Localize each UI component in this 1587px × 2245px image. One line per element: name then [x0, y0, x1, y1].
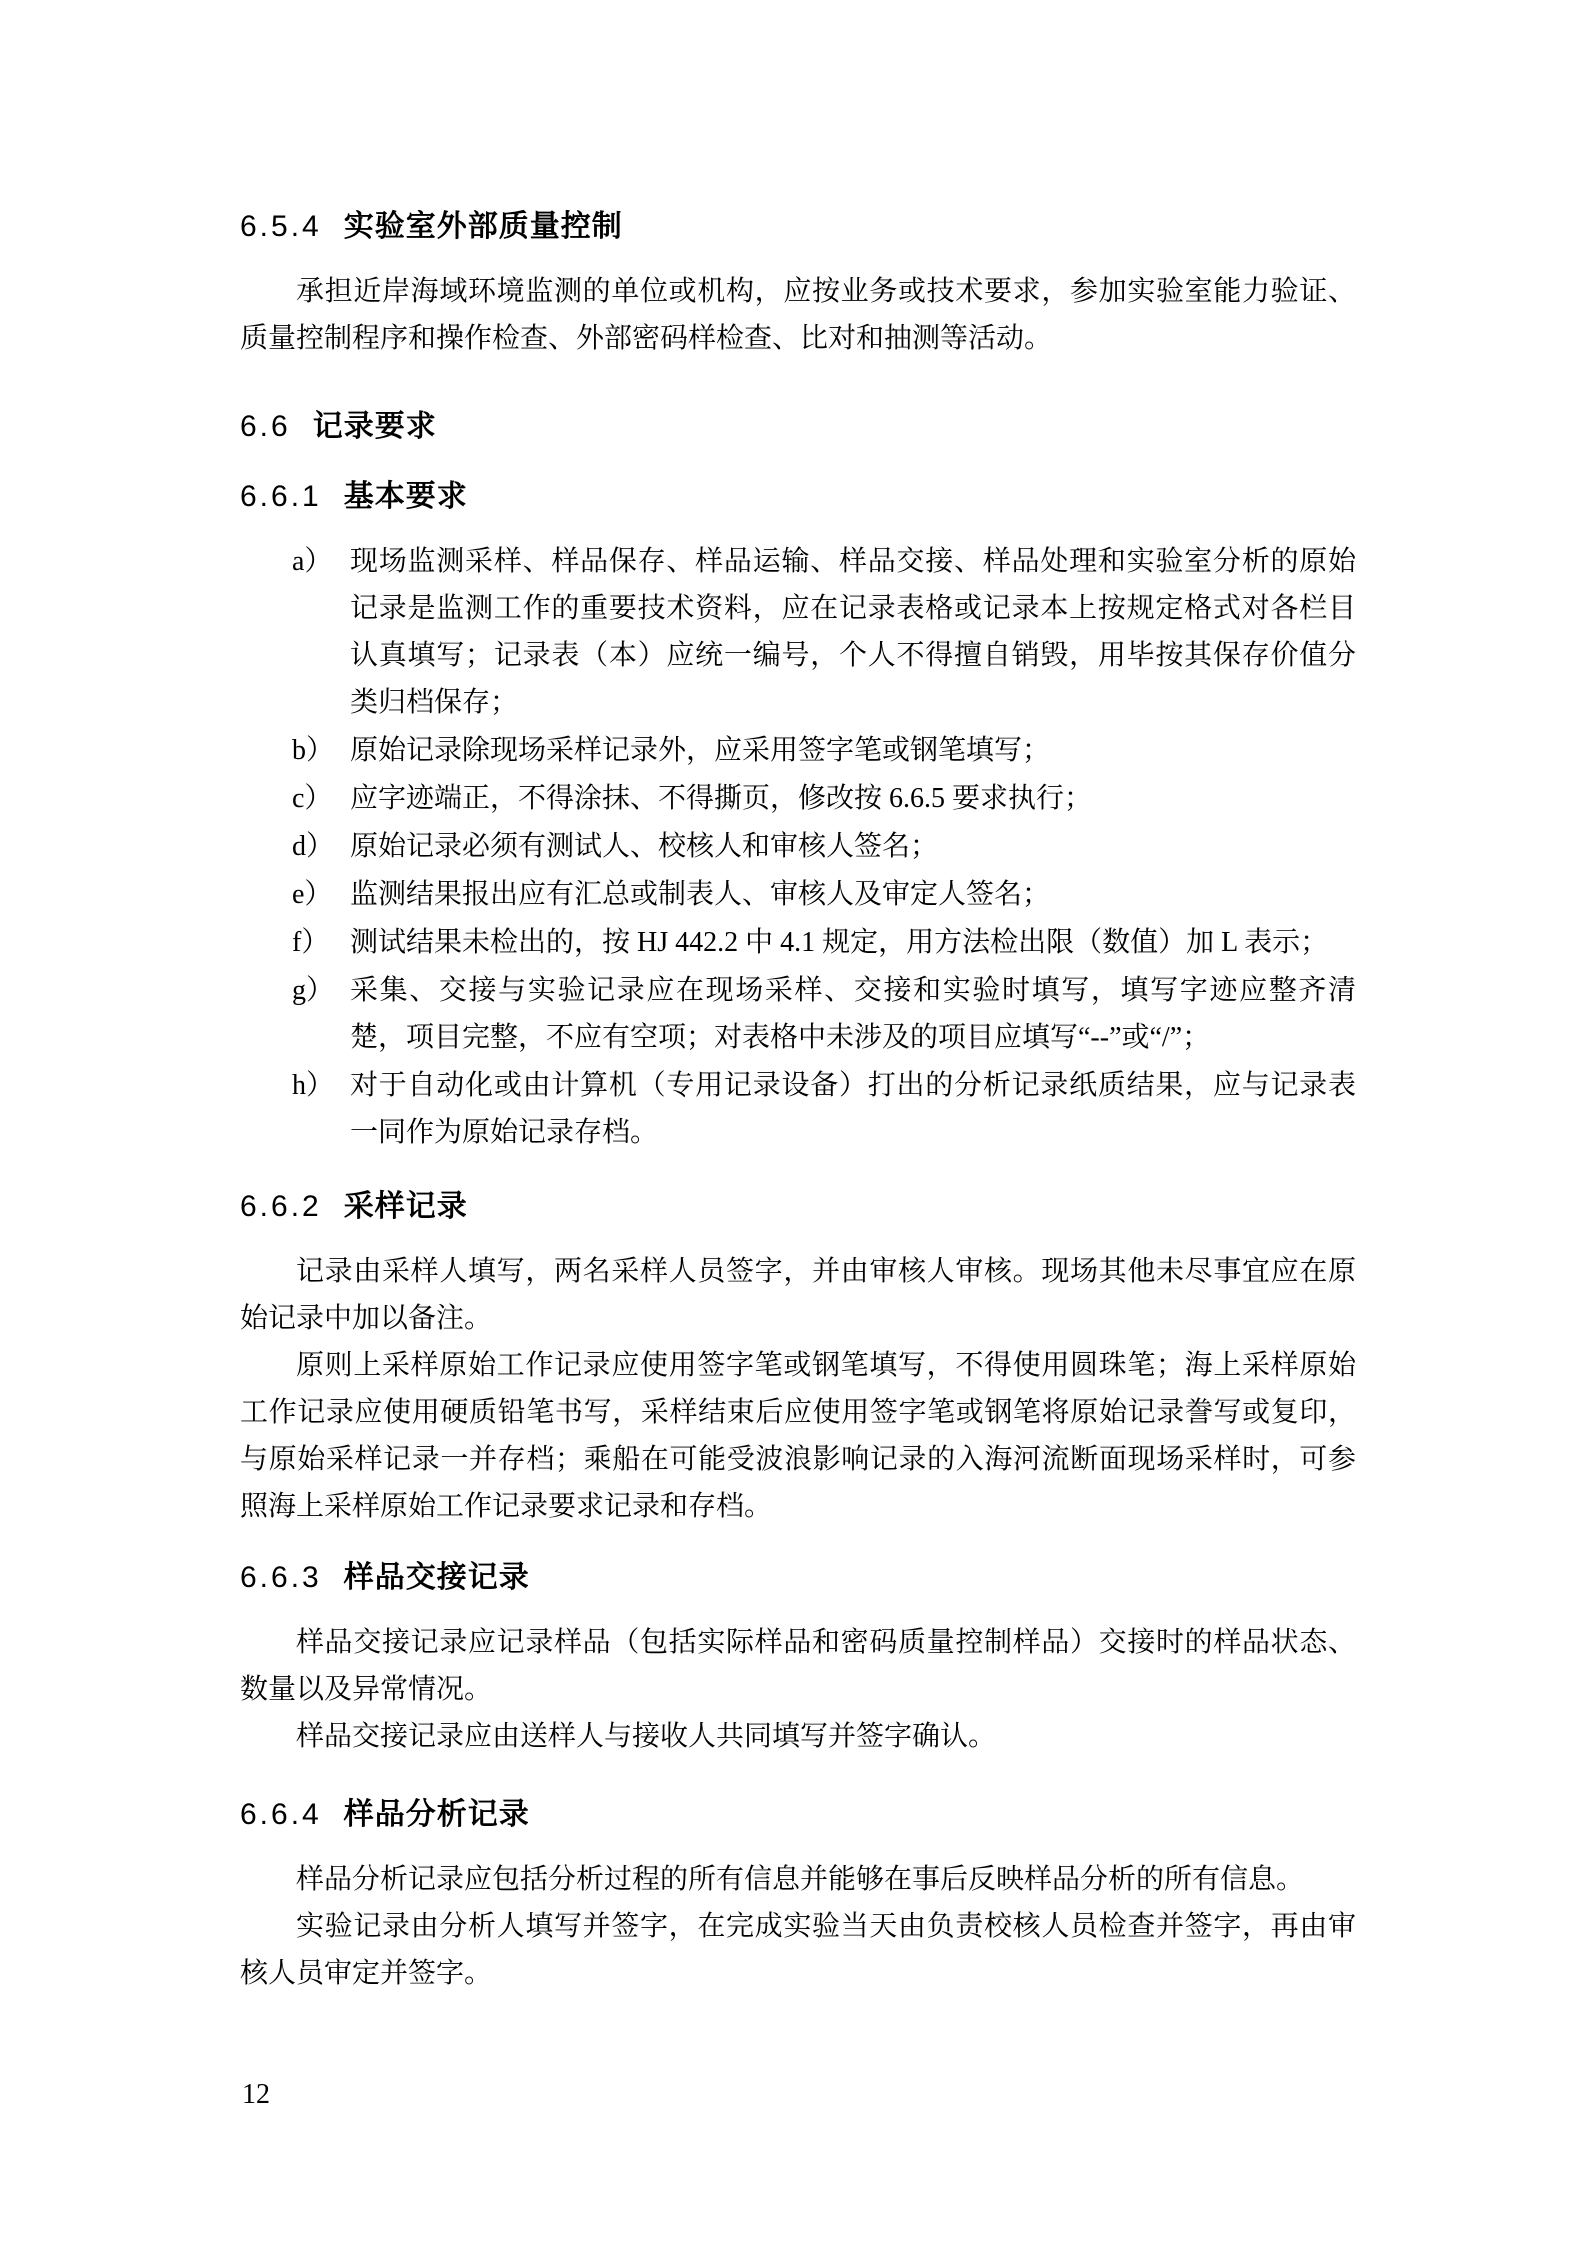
paragraph: 实验记录由分析人填写并签字，在完成实验当天由负责校核人员检查并签字，再由审核人员审定并签字。 [240, 1911, 1356, 1989]
list-item-label: h） [292, 1070, 335, 1101]
list-item [240, 1062, 1356, 1156]
list-item-label: d） [292, 831, 335, 862]
list-item-text: 现场监测采样、样品保存、样品运输、样品交接、样品处理和实验室分析的原始记录是监测工作的重要技术资料，应在记录表格或记录本上按规定格式对各栏目认真填写；记录表（本）应统一编号，个人不得擅自销毁，用毕按其保存价值分类归档保存； [350, 546, 1356, 718]
list-item [240, 538, 1356, 726]
list-item [240, 919, 1356, 966]
section-heading-6-5-4 [240, 206, 1356, 248]
list-item-text: 原始记录必须有测试人、校核人和审核人签名； [350, 831, 939, 862]
section-title: 基本要求 [343, 480, 468, 513]
section-heading-6-6 [240, 406, 1356, 448]
section-heading-6-6-4 [240, 1794, 1356, 1836]
section-heading-6-6-2 [240, 1186, 1356, 1228]
section-title: 记录要求 [312, 410, 437, 443]
list-item-label: e） [292, 879, 333, 910]
list-item-text: 原始记录除现场采样记录外，应采用签字笔或钢笔填写； [350, 735, 1051, 766]
list-item [240, 967, 1356, 1061]
list-item [240, 823, 1356, 870]
paragraph: 承担近岸海域环境监测的单位或机构，应按业务或技术要求，参加实验室能力验证、质量控制程序和操作检查、外部密码样检查、比对和抽测等活动。 [240, 276, 1356, 354]
section-number: 6.6.3 [240, 1561, 322, 1594]
page-number: 12 [242, 2079, 270, 2110]
list-item-text: 监测结果报出应有汇总或制表人、审核人及审定人签名； [350, 879, 1051, 910]
section-number: 6.6 [240, 410, 291, 443]
list-item-text: 应字迹端正，不得涂抹、不得撕页，修改按 6.6.5 要求执行； [350, 783, 1093, 814]
list-item-label: f） [292, 927, 330, 958]
paragraph: 样品交接记录应记录样品（包括实际样品和密码质量控制样品）交接时的样品状态、数量以及异常情况。 [240, 1627, 1356, 1705]
paragraph: 样品交接记录应由送样人与接收人共同填写并签字确认。 [296, 1721, 997, 1752]
section-number: 6.6.4 [240, 1798, 322, 1831]
section-title: 样品分析记录 [343, 1798, 530, 1831]
section-number: 6.6.2 [240, 1190, 322, 1223]
list-item-text: 采集、交接与实验记录应在现场采样、交接和实验时填写，填写字迹应整齐清楚，项目完整，不应有空项；对表格中未涉及的项目应填写“--”或“/”； [350, 975, 1356, 1053]
list-item-text: 测试结果未检出的，按 HJ 442.2 中 4.1 规定，用方法检出限（数值）加 L 表示； [350, 927, 1329, 958]
page-content [240, 0, 1356, 1997]
list-item-text: 对于自动化或由计算机（专用记录设备）打出的分析记录纸质结果，应与记录表一同作为原始记录存档。 [350, 1070, 1356, 1148]
section-number: 6.6.1 [240, 480, 322, 513]
section-title: 实验室外部质量控制 [343, 210, 623, 243]
section-number: 6.5.4 [240, 210, 322, 243]
section-title: 采样记录 [343, 1190, 468, 1223]
paragraph: 记录由采样人填写，两名采样人员签字，并由审核人审核。现场其他未尽事宜应在原始记录中加以备注。 [240, 1256, 1356, 1334]
list-item-label: c） [292, 783, 333, 814]
paragraph: 原则上采样原始工作记录应使用签字笔或钢笔填写，不得使用圆珠笔；海上采样原始工作记录应使用硬质铅笔书写，采样结束后应使用签字笔或钢笔将原始记录誊写或复印，与原始采样记录一并存档；乘船在可能受波浪影响记录的入海河流断面现场采样时，可参照海上采样原始工作记录要求记录和存档。 [240, 1350, 1356, 1522]
section-title: 样品交接记录 [343, 1561, 530, 1594]
ordered-list [240, 538, 1356, 1156]
list-item [240, 775, 1356, 822]
list-item [240, 727, 1356, 774]
list-item-label: g） [292, 975, 335, 1006]
paragraph: 样品分析记录应包括分析过程的所有信息并能够在事后反映样品分析的所有信息。 [296, 1864, 1305, 1895]
list-item-label: a） [292, 546, 333, 577]
list-item-label: b） [292, 735, 335, 766]
section-heading-6-6-3 [240, 1557, 1356, 1599]
list-item [240, 871, 1356, 918]
section-heading-6-6-1 [240, 476, 1356, 518]
